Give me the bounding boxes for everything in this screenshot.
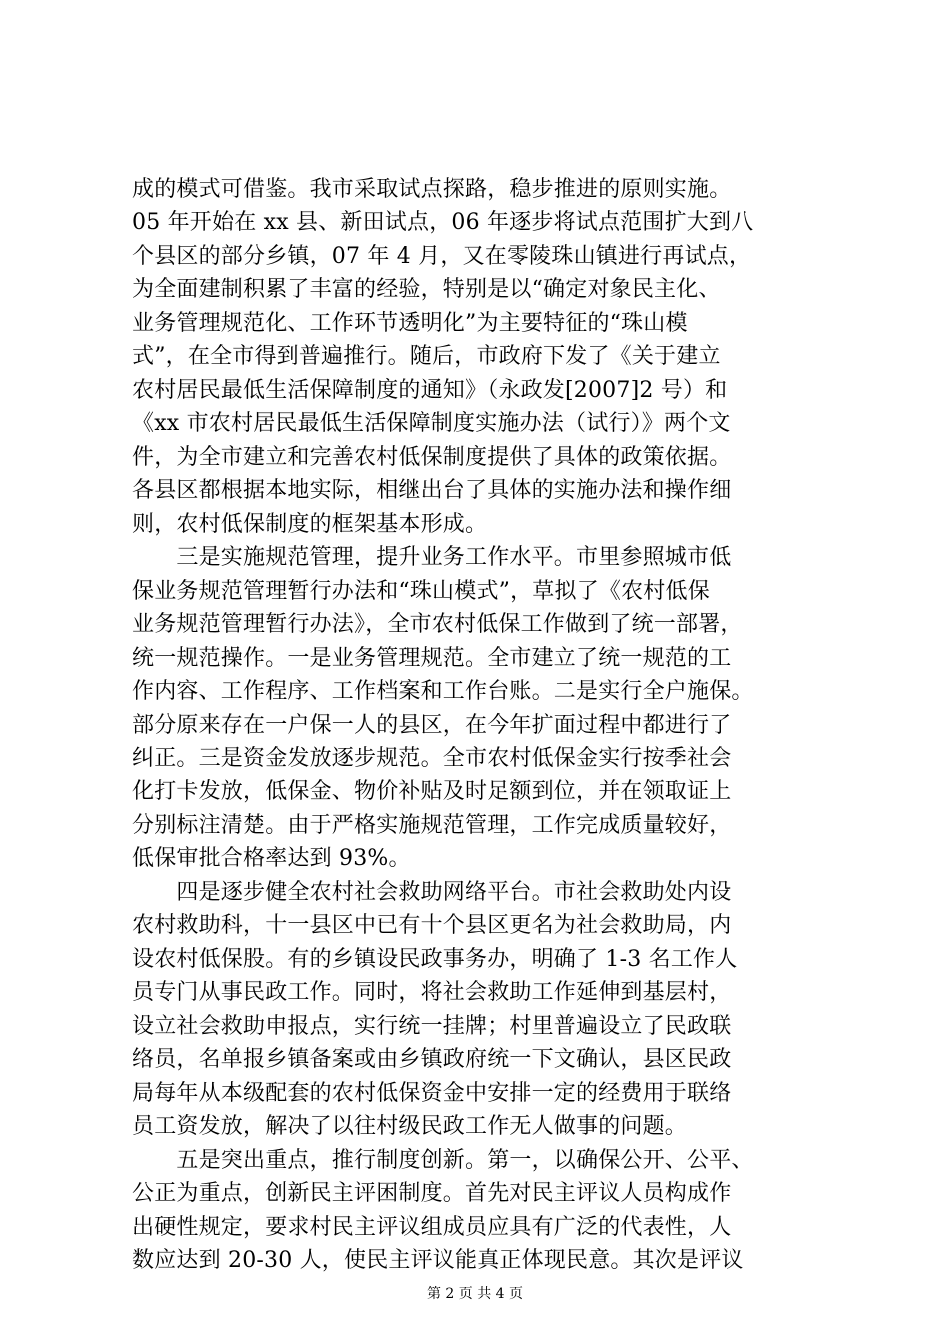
text-line: 件，为全市建立和完善农村低保制度提供了具体的政策依据。 (132, 445, 732, 470)
text-line: 业务规范管理暂行办法》，全市农村低保工作做到了统一部署， (132, 612, 743, 637)
text-line: 式”，在全市得到普遍推行。随后，市政府下发了《关于建立 (132, 344, 721, 369)
paragraph-start-line: 五是突出重点，推行制度创新。第一，以确保公开、公平、 (132, 1148, 754, 1173)
text-line: 个县区的部分乡镇，07 年 4 月，又在零陵珠山镇进行再试点， (132, 244, 752, 269)
text-line: 络员，名单报乡镇备案或由乡镇政府统一下文确认，县区民政 (132, 1047, 732, 1072)
text-line: 设农村低保股。有的乡镇设民政事务办，明确了 1-3 名工作人 (132, 947, 738, 972)
text-line: 保业务规范管理暂行办法和“珠山模式”，草拟了《农村低保 (132, 579, 710, 604)
text-line: 数应达到 20-30 人，使民主评议能真正体现民意。其次是评议 (132, 1248, 744, 1273)
text-line: 低保审批合格率达到 93%。 (132, 846, 411, 871)
text-line: 公正为重点，创新民主评困制度。首先对民主评议人员构成作 (132, 1181, 732, 1206)
text-line: 为全面建制积累了丰富的经验，特别是以“确定对象民主化、 (132, 277, 721, 302)
text-line: 农村居民最低生活保障制度的通知》（永政发[2007]2 号）和 (132, 378, 728, 403)
text-line: 成的模式可借鉴。我市采取试点探路，稳步推进的原则实施。 (132, 177, 732, 202)
text-line: 作内容、工作程序、工作档案和工作台账。二是实行全户施保。 (132, 679, 754, 704)
text-line: 《xx 市农村居民最低生活保障制度实施办法（试行）》两个文 (132, 411, 731, 436)
text-line: 化打卡发放，低保金、物价补贴及时足额到位，并在领取证上 (132, 779, 732, 804)
paragraph-start-line: 四是逐步健全农村社会救助网络平台。市社会救助处内设 (132, 880, 732, 905)
text-line: 员工资发放，解决了以往村级民政工作无人做事的问题。 (132, 1114, 688, 1139)
paragraph-start-line: 三是实施规范管理，提升业务工作水平。市里参照城市低 (132, 545, 732, 570)
text-line: 局每年从本级配套的农村低保资金中安排一定的经费用于联络 (132, 1081, 732, 1106)
text-line: 业务管理规范化、工作环节透明化”为主要特征的“珠山模 (132, 311, 688, 336)
text-line: 统一规范操作。一是业务管理规范。全市建立了统一规范的工 (132, 646, 732, 671)
text-line: 员专门从事民政工作。同时，将社会救助工作延伸到基层村， (132, 980, 732, 1005)
text-line: 农村救助科，十一县区中已有十个县区更名为社会救助局，内 (132, 913, 732, 938)
text-line: 出硬性规定，要求村民主评议组成员应具有广泛的代表性，人 (132, 1215, 732, 1240)
page-number-footer: 第 2 页 共 4 页 (426, 1286, 524, 1302)
text-line: 纠正。三是资金发放逐步规范。全市农村低保金实行按季社会 (132, 746, 732, 771)
text-line: 设立社会救助申报点，实行统一挂牌；村里普遍设立了民政联 (132, 1014, 732, 1039)
text-line: 各县区都根据本地实际，相继出台了具体的实施办法和操作细 (132, 478, 732, 503)
text-line: 部分原来存在一户保一人的县区，在今年扩面过程中都进行了 (132, 713, 732, 738)
text-line: 分别标注清楚。由于严格实施规范管理，工作完成质量较好， (132, 813, 732, 838)
text-line: 则，农村低保制度的框架基本形成。 (132, 512, 488, 537)
text-line: 05 年开始在 xx 县、新田试点，06 年逐步将试点范围扩大到八 (132, 210, 754, 235)
